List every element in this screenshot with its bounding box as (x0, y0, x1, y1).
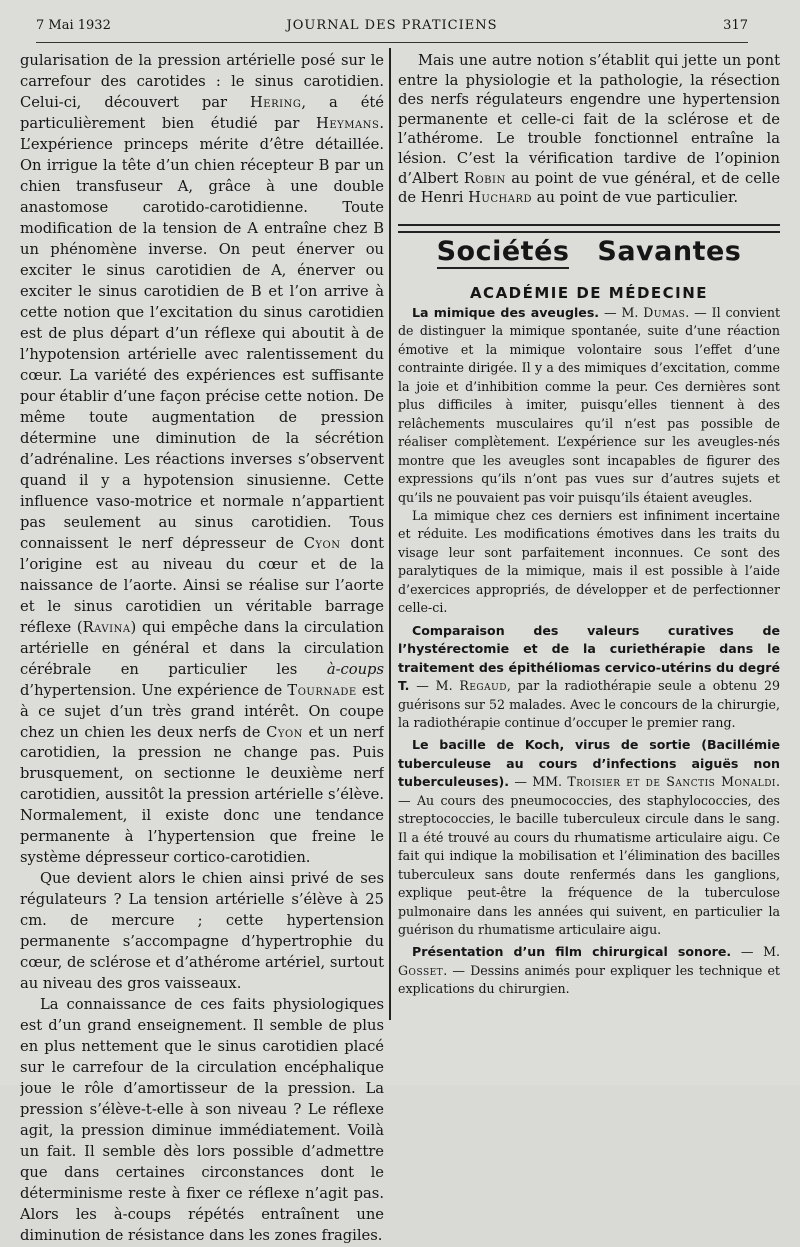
article: Comparaison des valeurs curatives de l’hystérectomie et de la curiethérapie dans le traitement des épithéliomas cervico-utérins du degré T. — M. Regaud, par la radiothérapie seule a obtenu 29 guérisons sur 52 malades. Avec le concours de la chirurgie, la radiothérapie continue d’occuper le premier rang. (398, 622, 780, 730)
article-title: Comparaison des valeurs curatives de l’hystérectomie et de la curiethérapie dans le traitement des épithéliomas cervico-utérins du degré T. (398, 622, 780, 694)
article-title: La mimique des aveugles. (412, 305, 600, 320)
right-column-articles (398, 304, 780, 999)
author-name: Tournade (287, 681, 357, 699)
header-rule (36, 42, 748, 43)
article: La mimique des aveugles. — M. Dumas. — Il convient de distinguer la mimique spontanée, suite d’une réaction émotive et la mimique volontaire sous l’effet d’une contrainte dirigée. Il y a des mimiques d’excitation, comme la joie et d’inhibition comme la peur. Ces dernières sont plus difficiles à imiter, puisqu’elles tiennent à des relâchements musculaires qu’il n’est pas possible de réaliser complètement. L’expérience sur les aveugles-nés montre que les aveugles sont incapables de figurer des expressions qu’ils n’ont pas vues sur d’autres sujets et qu’ils ne pouvaient pas voir puisqu’ils étaient aveugles. (398, 305, 780, 505)
page-header (36, 18, 748, 40)
paragraph: Que devient alors le chien ainsi privé de ses régulateurs ? La tension artérielle s’élève à 25 cm. de mercure ; cette hypertension permanente s’accompagne d’hypertrophie du cœur, de sclérose et d’athérome artériel, surtout au niveau des gros vaisseaux. (20, 870, 384, 993)
author-name: Cyon (266, 723, 303, 741)
right-column-intro (398, 51, 780, 208)
author-name: Heymans (316, 114, 380, 132)
paragraph: Mais une autre notion s’établit qui jette un pont entre la physiologie et la pathologie, la résection des nerfs régulateurs engendre une hypertension permanente et celle-ci fait de la sclérose et de l’athérome. Le trouble fonctionnel entraîne la lésion. C’est la vérification tardive de l’opinion d’Albert Robin au point de vue général, et de celle de Henri Huchard au point de vue particulier. (398, 52, 780, 207)
author-name: Huchard (468, 189, 533, 207)
author-name: Dumas (643, 305, 686, 320)
author-name: Ravina (82, 618, 131, 636)
author-name: Troisier et de Sanctis Monaldi (567, 774, 776, 790)
section-title: Sociétés Savantes (436, 236, 742, 267)
issue-date: 7 Mai 1932 (36, 18, 111, 33)
left-column (20, 51, 384, 1247)
page-number: 317 (723, 18, 748, 33)
article-title: Présentation d’un film chirurgical sonore. (412, 944, 732, 960)
author-name: Regaud (459, 678, 507, 694)
paragraph: gularisation de la pression artérielle posé sur le carrefour des carotides : le sinus carotidien. Celui-ci, découvert par Hering, a été particulièrement bien étudié par Heymans. L’expérience princeps mérite d’être détaillée. On irrigue la tête d’un chien récepteur B par un chien transfuseur A, grâce à une double anastomose carotido-carotidienne. Toute modification de la tension de A entraîne chez B un phénomène inverse. On peut énerver ou exciter le sinus carotidien de A, énerver ou exciter le sinus carotidien de B et l’on arrive à cette notion que l’excitation du sinus carotidien est de plus départ d’un réflexe qui aboutit à de l’hypotension artérielle avec ralentissement du cœur. La variété des expériences est suffisante pour établir d’une façon précise cette notion. De même toute augmentation de pression détermine une diminution de la sécrétion d’adrénaline. Les réactions inverses s’observent quand il y a hypotension sinusienne. Cette influence vaso-motrice et normale n’appartient pas seulement au sinus carotidien. Tous connaissent le nerf dépresseur de Cyon dont l’origine est au niveau du cœur et de la naissance de l’aorte. Ainsi se réalise sur l’aorte et le sinus carotidien un véritable barrage réflexe (Ravina) qui empêche dans la circulation artérielle en général et dans la circulation cérébrale en particulier les à-coups d’hypertension. Une expérience de Tournade est à ce sujet d’un très grand intérêt. On coupe chez un chien les deux nerfs de Cyon et un nerf carotidien, la pression ne change pas. Puis brusquement, on sectionne le deuxième nerf carotidien, aussitôt la pression artérielle s’élève. Normalement, il existe donc une tendance permanente à l’hypertension que freine le système dépresseur cortico-carotidien. (20, 52, 384, 867)
journal-title: JOURNAL DES PRATICIENS (286, 18, 498, 33)
author-name: Cyon (303, 534, 341, 552)
column-divider (389, 48, 391, 1020)
section-subtitle: ACADÉMIE DE MÉDECINE (469, 284, 709, 302)
emphasis: à-coups (326, 660, 384, 678)
article-title: Le bacille de Koch, virus de sortie (Bacillémie tuberculeuse au cours d’infections aiguës non tuberculeuses). (398, 737, 780, 790)
author-name: Robin (463, 169, 506, 187)
paragraph: La connaissance de ces faits physiologiques est d’un grand enseignement. Il semble de plus en plus nettement que le sinus carotidien placé sur le carrefour de la circulation encéphalique joue le rôle d’amortisseur de la pression. La pression s’élève-t-elle à son niveau ? Le réflexe agit, la pression diminue immédiatement. Voilà un fait. Il semble dès lors possible d’admettre que dans certaines circonstances dont le déterminisme reste à fixer ce réflexe n’agit pas. Alors les à-coups répétés entraînent une diminution de résistance dans les zones fragiles. (20, 996, 384, 1245)
author-name: Hering (250, 93, 302, 111)
article: Présentation d’un film chirurgical sonore. — M. Gosset. — Dessins animés pour expliquer les technique et explications du chirurgien. (398, 944, 780, 997)
article: Le bacille de Koch, virus de sortie (Bacillémie tuberculeuse au cours d’infections aiguës non tuberculeuses). — MM. Troisier et de Sanctis Monaldi. — Au cours des pneumococcies, des staphylococcies, des streptococcies, le bacille tuberculeux circule dans le sang. Il a été trouvé au cours du rhumatisme articulaire aigu. Ce fait qui indique la mobilisation et l’élimination des bacilles tuberculeux sans doute renfermés dans les ganglions, explique peut-être la fréquence de la tuberculose pulmonaire dans les années qui suivent, en particulier la guérison du rhumatisme articulaire aigu. (398, 737, 780, 937)
author-name: Gosset (398, 962, 444, 978)
paragraph: La mimique chez ces derniers est infiniment incertaine et réduite. Les modifications émotives dans les traits du visage leur sont parfaitement inconnues. Ce sont des paralytiques de la mimique, mais il est possible à l’aide d’exercices appropriés, de développer et de perfectionner celle-ci. (398, 507, 780, 616)
